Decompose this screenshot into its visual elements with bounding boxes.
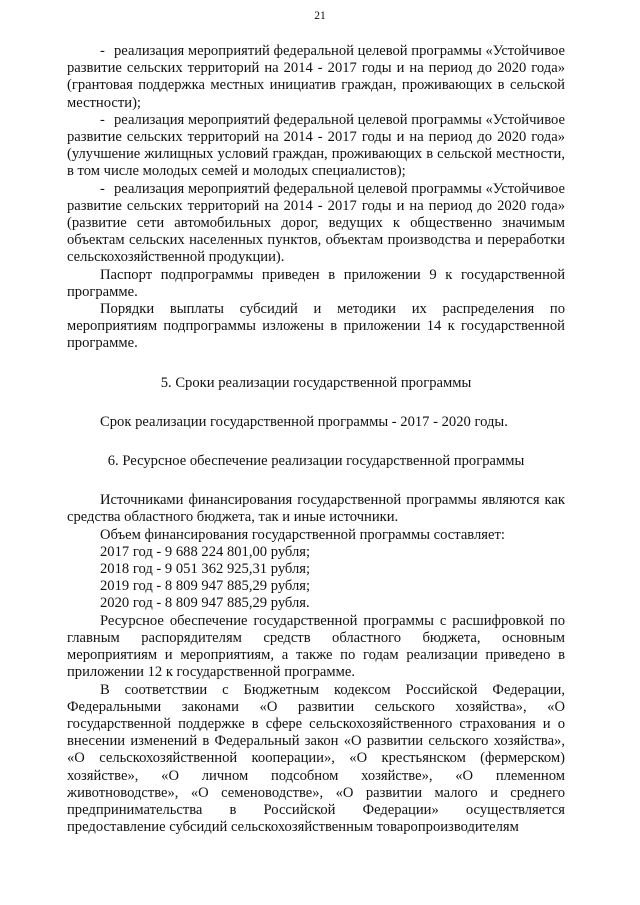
year-volume-row: 2020 год - 8 809 947 885,29 рубля. bbox=[100, 595, 310, 612]
section-5-heading: 5. Сроки реализации государственной программы bbox=[160, 374, 472, 391]
year-volume-row: 2017 год - 9 688 224 801,00 рубля; bbox=[100, 543, 311, 560]
passport-paragraph: Паспорт подпрограммы приведен в приложении 9 к государственной программе. bbox=[67, 266, 565, 300]
volume-intro: Объем финансирования государственной программы составляет: bbox=[100, 526, 505, 543]
list-item bbox=[67, 43, 565, 112]
procedures-paragraph: Порядки выплаты субсидий и методики их распределения по мероприятиям подпрограммы изложены в приложении 14 к государственной программе. bbox=[67, 301, 565, 352]
year-volume-row: 2019 год - 8 809 947 885,29 рубля; bbox=[100, 578, 311, 595]
list-item bbox=[67, 112, 565, 181]
list-dash: - bbox=[100, 111, 105, 128]
year-volume-list bbox=[67, 544, 565, 613]
resource-paragraph: Ресурсное обеспечение государственной программы с расшифровкой по главным распорядителям средств областного бюджета, основным мероприятиям и мероприятиям, а также по годам реализации приведено в приложении 12 к государственной программе. bbox=[67, 612, 565, 681]
list-dash: - bbox=[100, 43, 105, 59]
section-6-heading: 6. Ресурсное обеспечение реализации государственной программы bbox=[107, 453, 525, 470]
law-paragraph: В соответствии с Бюджетным кодексом Российской Федерации, Федеральными законами «О развитии сельского хозяйства», «О государственной поддержке в сфере сельскохозяйственного страхования и о внесении изменений в Федеральный закон «О развитии сельского хозяйства», «О сельскохозяйственной кооперации», «О крестьянском (фермерском) хозяйстве», «О личном подсобном хозяйстве», «О племенном животноводстве», «О семеноводстве», «О развитии малого и среднего предпринимательства в Российской Федерации» осуществляется предоставление субсидий сельскохозяйственным товаропроизводителям bbox=[67, 681, 565, 836]
year-volume-row: 2018 год - 9 051 362 925,31 рубля; bbox=[100, 561, 311, 578]
list-item-text: реализация мероприятий федеральной целевой программы «Устойчивое развитие сельских территорий на 2014 - 2017 годы и на период до 2020 года» (развитие сети автомобильных дорог, ведущих к общественно значимым объектам сельских населенных пунктов, объектам производства и переработки сельскохозяйственной продукции). bbox=[67, 180, 565, 266]
list-item-text: реализация мероприятий федеральной целевой программы «Устойчивое развитие сельских территорий на 2014 - 2017 годы и на период до 2020 года» (улучшение жилищных условий граждан, проживающих в сельской местности, в том числе молодых семей и молодых специалистов); bbox=[67, 111, 565, 180]
list-dash: - bbox=[100, 180, 105, 197]
section-5-text: Срок реализации государственной программы - 2017 - 2020 годы. bbox=[100, 413, 508, 430]
document-body bbox=[67, 43, 565, 836]
list-item bbox=[67, 181, 565, 267]
page-number: 21 bbox=[314, 10, 326, 22]
list-item-text: реализация мероприятий федеральной целевой программы «Устойчивое развитие сельских территорий на 2014 - 2017 годы и на период до 2020 года» (грантовая поддержка местных инициатив граждан, проживающих в сельской местности); bbox=[67, 43, 565, 111]
sources-paragraph: Источниками финансирования государственной программы являются как средства областного бюджета, так и иные источники. bbox=[67, 492, 565, 526]
